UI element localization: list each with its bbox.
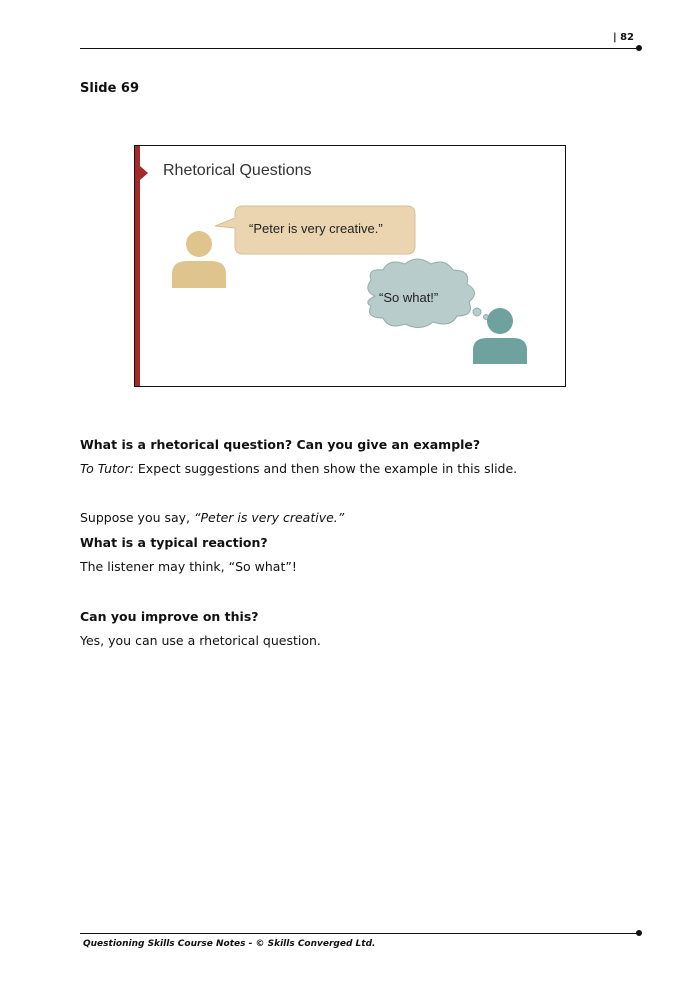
suppose-quote: “Peter is very creative.” (194, 510, 345, 525)
rule-end-dot (636, 930, 642, 936)
slide-illustration (135, 146, 565, 386)
question-3: Can you improve on this? (80, 609, 259, 624)
footer-rule (80, 933, 638, 934)
answer-2: The listener may think, “So what”! (80, 559, 297, 574)
answer-3: Yes, you can use a rhetorical question. (80, 633, 321, 648)
slide-title: Rhetorical Questions (163, 162, 312, 179)
page-number: | 82 (612, 32, 634, 43)
suppose-line (80, 510, 344, 525)
speech-bubble-text: “Peter is very creative.” (249, 221, 383, 236)
listener-person-icon (473, 308, 527, 364)
question-2: What is a typical reaction? (80, 535, 268, 550)
header-rule (80, 48, 638, 49)
slide-label: Slide 69 (80, 81, 140, 96)
question-1: What is a rhetorical question? Can you give an example? (80, 437, 481, 452)
suppose-prefix: Suppose you say, (80, 510, 195, 525)
thought-bubble-text: “So what!” (379, 290, 439, 305)
speaker-person-icon (172, 231, 226, 288)
slide-image (134, 145, 566, 387)
tutor-text: Expect suggestions and then show the example in this slide. (133, 461, 518, 476)
tutor-label: To Tutor: (80, 461, 134, 476)
tutor-note (80, 461, 517, 476)
footer-text: Questioning Skills Course Notes - © Skills Converged Ltd. (83, 939, 376, 949)
rule-end-dot (636, 45, 642, 51)
